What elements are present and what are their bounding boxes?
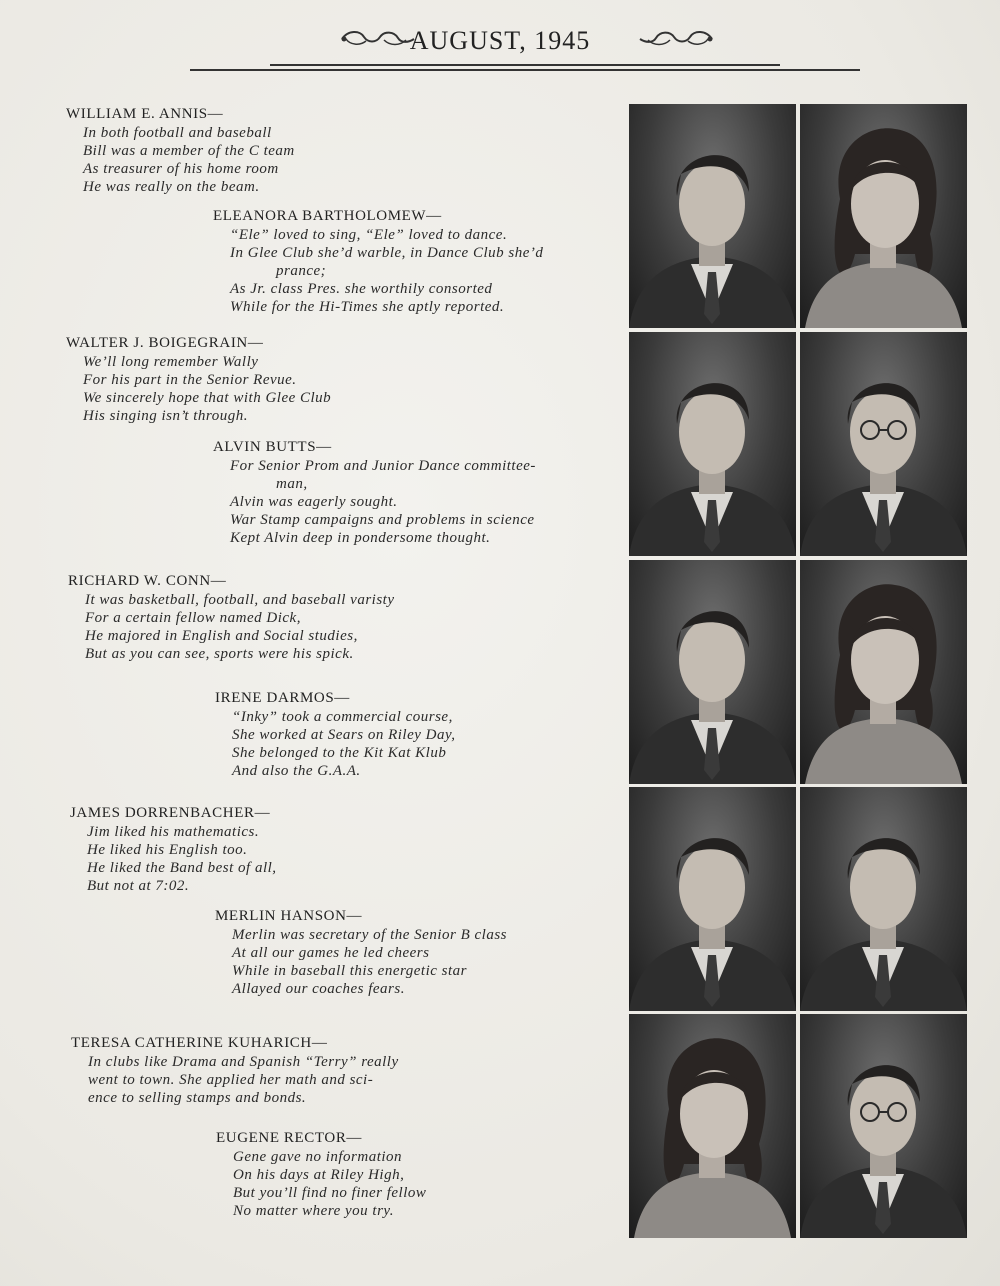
verse-line: Allayed our coaches fears. bbox=[232, 981, 405, 997]
portrait-photo bbox=[800, 1014, 967, 1238]
verse-line: In clubs like Drama and Spanish “Terry” really bbox=[88, 1054, 399, 1070]
verse-line: For Senior Prom and Junior Dance committee- bbox=[230, 458, 536, 474]
verse-line: In both football and baseball bbox=[83, 125, 272, 141]
senior-verse bbox=[215, 708, 456, 780]
senior-name: ALVIN BUTTS— bbox=[213, 439, 332, 455]
verse-line: While in baseball this energetic star bbox=[232, 963, 467, 979]
verse-line: “Ele” loved to sing, “Ele” loved to dance. bbox=[230, 227, 508, 243]
portrait-silhouette bbox=[629, 560, 796, 784]
portrait-silhouette bbox=[629, 332, 796, 556]
senior-entry bbox=[66, 333, 331, 425]
header-rule-long bbox=[190, 69, 860, 71]
verse-line: ence to selling stamps and bonds. bbox=[88, 1090, 307, 1106]
senior-verse bbox=[215, 926, 507, 998]
senior-entry bbox=[71, 1033, 399, 1107]
verse-line: We sincerely hope that with Glee Club bbox=[83, 390, 332, 406]
portrait-grid bbox=[629, 104, 967, 1238]
verse-line: At all our games he led cheers bbox=[232, 945, 430, 961]
senior-entry bbox=[70, 803, 277, 895]
senior-verse bbox=[213, 226, 543, 316]
clothing-shape bbox=[805, 262, 962, 328]
senior-entry bbox=[213, 206, 543, 316]
senior-entry bbox=[215, 688, 456, 780]
verse-line: He majored in English and Social studies, bbox=[85, 628, 358, 644]
verse-line: It was basketball, football, and baseball varisty bbox=[85, 592, 395, 608]
senior-verse bbox=[66, 124, 295, 196]
verse-line: man, bbox=[276, 476, 308, 492]
verse-line: prance; bbox=[276, 263, 327, 279]
verse-line: And also the G.A.A. bbox=[232, 763, 361, 779]
portrait-photo bbox=[629, 1014, 796, 1238]
senior-entry bbox=[68, 571, 395, 663]
verse-line: went to town. She applied her math and sci- bbox=[88, 1072, 374, 1088]
right-scroll-ornament-icon bbox=[636, 28, 716, 50]
portrait-photo bbox=[629, 787, 796, 1011]
senior-verse bbox=[216, 1148, 426, 1220]
senior-verse bbox=[213, 457, 536, 547]
verse-line: On his days at Riley High, bbox=[233, 1167, 405, 1183]
verse-line: His singing isn’t through. bbox=[83, 408, 248, 424]
portrait-photo bbox=[629, 332, 796, 556]
verse-line: War Stamp campaigns and problems in science bbox=[230, 512, 535, 528]
verse-line: Bill was a member of the C team bbox=[83, 143, 295, 159]
senior-verse bbox=[66, 353, 331, 425]
senior-name: JAMES DORRENBACHER— bbox=[70, 805, 271, 821]
verse-line: Merlin was secretary of the Senior B class bbox=[232, 927, 507, 943]
senior-verse bbox=[71, 1053, 399, 1107]
verse-line: She belonged to the Kit Kat Klub bbox=[232, 745, 447, 761]
portrait-photo bbox=[800, 104, 967, 328]
senior-entry bbox=[216, 1128, 426, 1220]
page-title: AUGUST, 1945 bbox=[409, 26, 591, 55]
verse-line: We’ll long remember Wally bbox=[83, 354, 259, 370]
face-shape bbox=[850, 845, 916, 929]
verse-line: For his part in the Senior Revue. bbox=[83, 372, 297, 388]
verse-line: Gene gave no information bbox=[233, 1149, 403, 1165]
senior-name: WILLIAM E. ANNIS— bbox=[66, 106, 224, 122]
verse-line: As treasurer of his home room bbox=[83, 161, 279, 177]
portrait-silhouette bbox=[629, 1014, 796, 1238]
verse-line: He liked his English too. bbox=[87, 842, 248, 858]
verse-line: While for the Hi-Times she aptly reported. bbox=[230, 299, 505, 315]
face-shape bbox=[679, 845, 745, 929]
senior-name: IRENE DARMOS— bbox=[215, 690, 350, 706]
page-header bbox=[0, 22, 1000, 82]
senior-verse bbox=[68, 591, 395, 663]
portrait-silhouette bbox=[629, 104, 796, 328]
portrait-photo bbox=[629, 104, 796, 328]
portrait-silhouette bbox=[800, 104, 967, 328]
senior-entry bbox=[66, 104, 295, 196]
face-shape bbox=[679, 390, 745, 474]
verse-line: For a certain fellow named Dick, bbox=[85, 610, 301, 626]
face-shape bbox=[679, 162, 745, 246]
verse-line: In Glee Club she’d warble, in Dance Club she’d bbox=[230, 245, 544, 261]
senior-entry bbox=[215, 906, 507, 998]
senior-name: ELEANORA BARTHOLOMEW— bbox=[213, 208, 442, 224]
verse-line: Jim liked his mathematics. bbox=[87, 824, 260, 840]
face-shape bbox=[679, 618, 745, 702]
senior-name: RICHARD W. CONN— bbox=[68, 573, 227, 589]
verse-line: As Jr. class Pres. she worthily consorted bbox=[230, 281, 493, 297]
portrait-photo bbox=[800, 560, 967, 784]
portrait-silhouette bbox=[800, 332, 967, 556]
verse-line: Alvin was eagerly sought. bbox=[230, 494, 398, 510]
senior-entry bbox=[213, 437, 536, 547]
portrait-photo bbox=[629, 560, 796, 784]
portrait-photo bbox=[800, 787, 967, 1011]
portrait-silhouette bbox=[629, 787, 796, 1011]
clothing-shape bbox=[805, 718, 962, 784]
senior-name: TERESA CATHERINE KUHARICH— bbox=[71, 1035, 328, 1051]
senior-name: EUGENE RECTOR— bbox=[216, 1130, 363, 1146]
portrait-silhouette bbox=[800, 560, 967, 784]
verse-line: Kept Alvin deep in pondersome thought. bbox=[230, 530, 491, 546]
clothing-shape bbox=[634, 1172, 791, 1238]
verse-line: He was really on the beam. bbox=[83, 179, 260, 195]
portrait-silhouette bbox=[800, 1014, 967, 1238]
senior-verse bbox=[70, 823, 277, 895]
verse-line: “Inky” took a commercial course, bbox=[232, 709, 453, 725]
header-rule-short bbox=[270, 64, 780, 66]
verse-line: She worked at Sears on Riley Day, bbox=[232, 727, 456, 743]
verse-line: But as you can see, sports were his spick. bbox=[85, 646, 354, 662]
senior-name: WALTER J. BOIGEGRAIN— bbox=[66, 335, 264, 351]
verse-line: But you’ll find no finer fellow bbox=[233, 1185, 427, 1201]
verse-line: But not at 7:02. bbox=[87, 878, 190, 894]
portrait-photo bbox=[800, 332, 967, 556]
verse-line: No matter where you try. bbox=[233, 1203, 395, 1219]
verse-line: He liked the Band best of all, bbox=[87, 860, 277, 876]
portrait-silhouette bbox=[800, 787, 967, 1011]
senior-name: MERLIN HANSON— bbox=[215, 908, 363, 924]
